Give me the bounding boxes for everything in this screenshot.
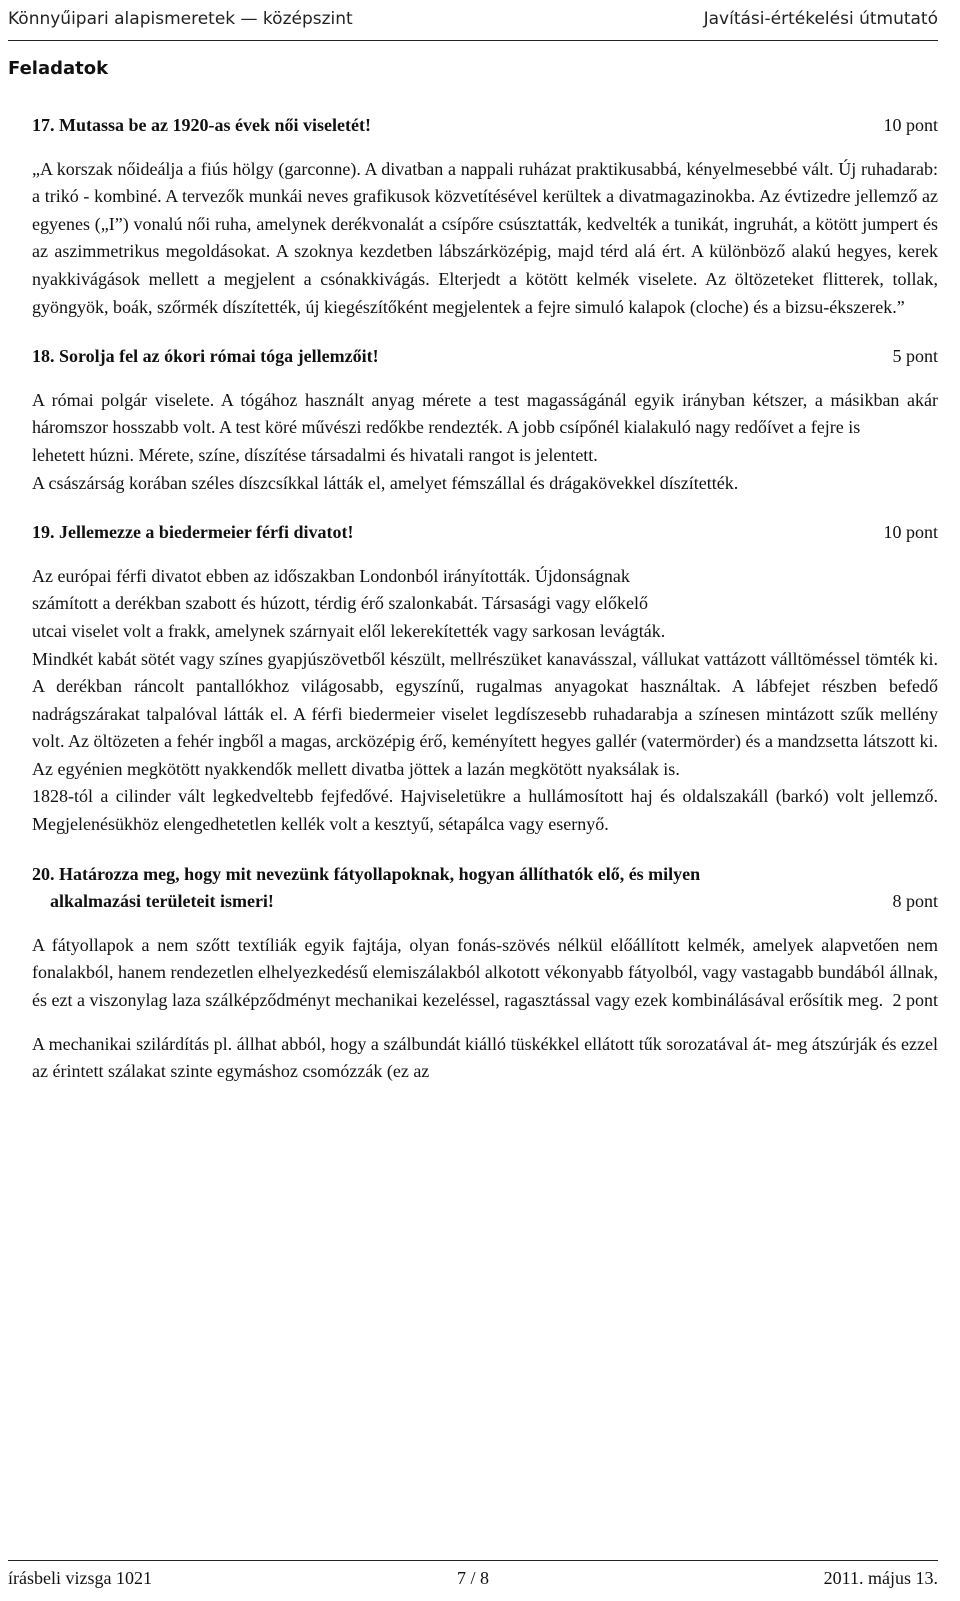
document-body <box>32 112 938 1086</box>
question-19-answer-a: Az európai férfi divatot ebben az időszakban Londonból irányították. Újdonságnak <box>32 565 630 586</box>
question-18-heading <box>32 343 938 371</box>
footer-divider <box>8 1560 938 1561</box>
question-17-points: 10 pont <box>883 115 938 135</box>
page-header <box>8 4 938 34</box>
question-19-answer-b: számított a derékban szabott és húzott, térdig érő szalonkabát. Társasági vagy előkelő <box>32 593 648 614</box>
question-18-points: 5 pont <box>892 346 938 367</box>
question-17-answer: „A korszak nőideálja a fiús hölgy (garconne). A divatban a nappali ruházat praktikusabbá, kényelmesebbé vált. Új ruhadarab: a trikó - kombiné. A tervezők munkái neves grafikusok közvetítésével kerültek a divatmagazinokba. Az évtizedre jellemző az egyenes („I”) vonalú női ruha, amelynek derékvonalát a csípőre csúsztatták, kedvelték a tunikát, ingruhát, a kötött jumpert és az aszimmetrikus megoldásokat. A szoknya kezdetben lábszárközépig, majd térd alá ért. A különböző alakú hegyes, kerek nyakkivágások mellett a megjelent a csónakkivágás. Elterjedt a kötött kelmék viselete. Az öltözeteket flitterek, tollak, gyöngyök, boák, szőrmék díszítették, új kiegészítőként megjelentek a fejre simuló kalapok (cloche) és a bizsu-ékszerek.” <box>32 158 938 317</box>
question-19-title: 19. Jellemezze a biedermeier férfi divatot! <box>32 522 354 543</box>
question-18-answer-part-1: A római polgár viselete. A tógához használt anyag mérete a test magasságánál egyik irányban kétszer, a másikban akár háromszor hosszabb volt. A test köré művészi redőkbe rendezték. A jobb csípőnél kialakuló nagy redőívet a fejre is <box>32 389 938 438</box>
header-divider <box>8 40 938 41</box>
question-19-answer-e: 1828-tól a cilinder vált legkedveltebb fejfedővé. Hajviseletükre a hullámosított haj és oldalszakáll (barkó) volt jellemző. Megjelenésükhöz elengedhetetlen kellék volt a kesztyű, sétapálca vagy esernyő. <box>32 786 938 835</box>
page-footer <box>8 1568 938 1589</box>
question-18-answer-part-3: A császárság korában széles díszcsíkkal látták el, amelyet fémszállal és drágakövekkel díszítették. <box>32 472 739 493</box>
footer-page-number: 7 / 8 <box>456 1568 489 1588</box>
question-20-points: 8 pont <box>892 891 938 912</box>
footer-date: 2011. május 13. <box>823 1568 938 1588</box>
question-20-answer-1-points: 2 pont <box>892 990 938 1011</box>
question-19-answer-d: Mindkét kabát sötét vagy színes gyapjúszövetből készült, mellrészüket kanavásszal, vállukat vattázott válltöméssel tömték ki. A derékban ráncolt pantallókhoz világosabb, egyszínű, rugalmas anyagokat használtak. A lábfejet részben befedő nadrágszárakat talpalóval látták el. A férfi biedermeier viselet legdíszesebb ruhadarabja a színesen mintázott szűk mellény volt. Az öltözeten a fehér ingből a magas, arcközépig érő, keményített hegyes gallér (vatermörder) és a mandzsetta látszott ki. Az egyénien megkötött nyakkendők mellett divatba jöttek a lazán megkötött nyaksálak is. <box>32 648 938 779</box>
question-19-points: 10 pont <box>883 522 938 543</box>
question-17-heading <box>32 112 938 140</box>
question-19-heading <box>32 519 938 547</box>
question-17-title: 17. Mutassa be az 1920-as évek női viseletét! <box>32 115 371 135</box>
question-18-title: 18. Sorolja fel az ókori római tóga jellemzőit! <box>32 346 379 367</box>
header-subject: Könnyűipari alapismeretek — középszint <box>8 9 353 29</box>
question-19-answer-c: utcai viselet volt a frakk, amelynek szárnyait elől lekerekítették vagy sarkosan levágták. <box>32 620 666 641</box>
question-20-answer-1-text: A fátyollapok a nem szőtt textíliák egyik fajtája, olyan fonás-szövés nélkül előállított kelmék, amelyek alapvetően nem fonalakból, hanem rendezetlen elhelyezkedésű elemiszálakból alkotott vékonyabb fátyolból, vagy vastagabb bundából állnak, és ezt a viszonylag laza szálképződményt mechanikai kezeléssel, ragasztással vagy ezek kombinálásával erősítik meg. <box>32 934 938 1011</box>
question-20-title-line-1: 20. Határozza meg, hogy mit nevezünk fátyollapoknak, hogyan állíthatók elő, és milyen <box>32 863 701 884</box>
header-doc-type: Javítási-értékelési útmutató <box>703 9 938 29</box>
question-18-answer-part-2: lehetett húzni. Mérete, színe, díszítése társadalmi és hivatali rangot is jelentett. <box>32 444 598 465</box>
question-20-title-line-2: alkalmazási területeit ismeri! <box>50 891 274 912</box>
question-20-heading-line-2 <box>32 888 938 916</box>
question-20-answer-2: A mechanikai szilárdítás pl. állhat abból, hogy a szálbundát kiálló tüskékkel ellátott tűk sorozatával át- meg átszúrják és ezzel az érintett szálakat szinte egymáshoz csomózzák (ez az <box>32 1033 938 1082</box>
section-title: Feladatok <box>8 58 109 79</box>
footer-exam-id: írásbeli vizsga 1021 <box>8 1568 152 1588</box>
question-20-answer-1 <box>32 932 938 1015</box>
